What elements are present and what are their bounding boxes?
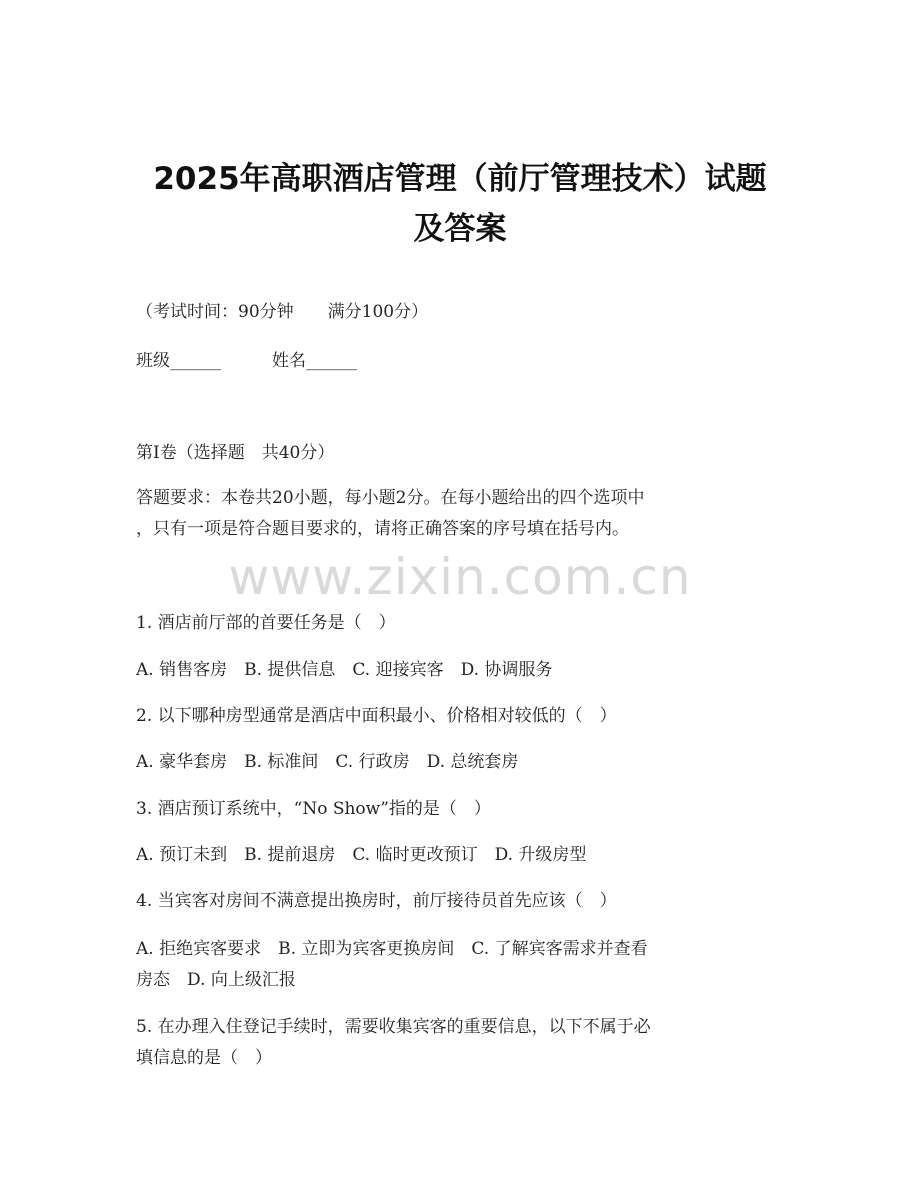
- question-5-line-1: 5. 在办理入住登记手续时，需要收集宾客的重要信息，以下不属于必: [136, 1017, 651, 1037]
- exam-info: （考试时间：90分钟 满分100分）: [136, 302, 429, 322]
- question-4-options-line-1: A. 拒绝宾客要求 B. 立即为宾客更换房间 C. 了解宾客需求并查看: [136, 939, 648, 959]
- question-4-options-line-2: 房态 D. 向上级汇报: [136, 970, 296, 990]
- instructions-line-2: ，只有一项是符合题目要求的，请将正确答案的序号填在括号内。: [136, 519, 629, 539]
- question-3-options: A. 预订未到 B. 提前退房 C. 临时更改预订 D. 升级房型: [136, 845, 587, 865]
- question-5-line-2: 填信息的是（ ）: [136, 1048, 272, 1068]
- watermark: www.zixin.com.cn: [228, 548, 692, 606]
- section-header: 第I卷（选择题 共40分）: [136, 443, 335, 463]
- question-1-options: A. 销售客房 B. 提供信息 C. 迎接宾客 D. 协调服务: [136, 660, 553, 680]
- document-title-line-1: 2025年高职酒店管理（前厅管理技术）试题: [153, 161, 767, 197]
- question-2-options: A. 豪华套房 B. 标准间 C. 行政房 D. 总统套房: [136, 752, 519, 772]
- question-2: 2. 以下哪种房型通常是酒店中面积最小、价格相对较低的（ ）: [136, 706, 617, 726]
- class-name-fields: 班级______ 姓名______: [136, 351, 357, 371]
- instructions-line-1: 答题要求：本卷共20小题，每小题2分。在每小题给出的四个选项中: [136, 488, 645, 508]
- document-title-line-2: 及答案: [413, 211, 507, 247]
- question-1: 1. 酒店前厅部的首要任务是（ ）: [136, 613, 396, 633]
- question-3: 3. 酒店预订系统中，“No Show”指的是（ ）: [136, 799, 491, 819]
- question-4: 4. 当宾客对房间不满意提出换房时，前厅接待员首先应该（ ）: [136, 891, 617, 911]
